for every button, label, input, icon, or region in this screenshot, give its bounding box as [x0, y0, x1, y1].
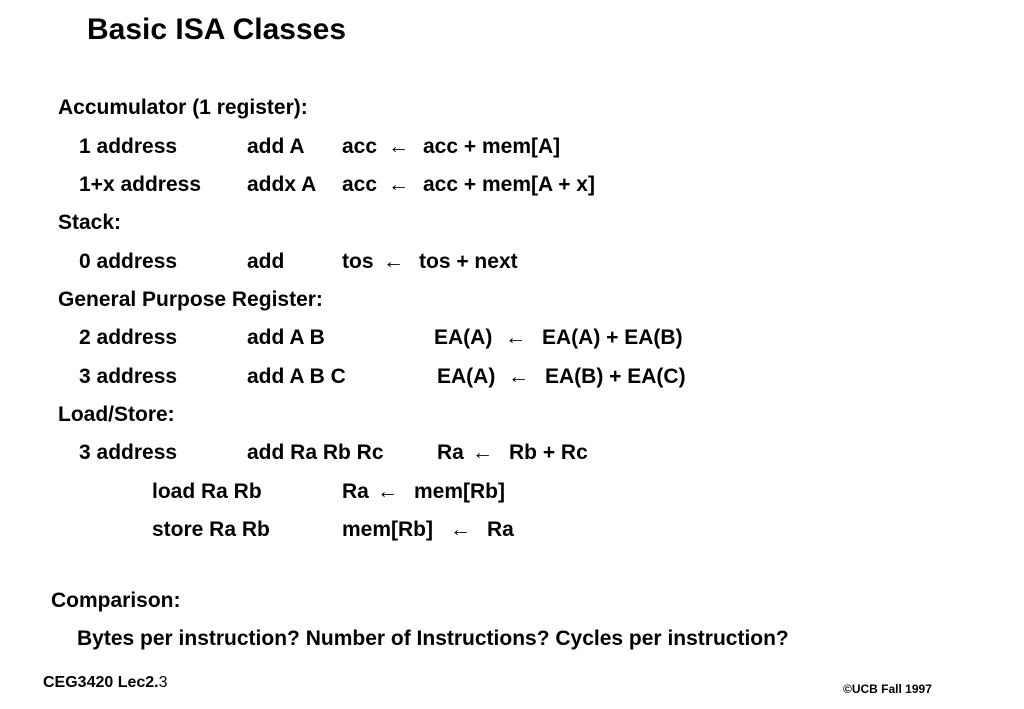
- left-arrow-icon: ←: [388, 173, 409, 196]
- left-arrow-icon: ←: [450, 518, 471, 541]
- row-rhs: EA(B) + EA(C): [545, 365, 686, 388]
- row-instruction: add A B C: [247, 365, 346, 388]
- row-lhs: Ra: [437, 441, 464, 464]
- row-kind: 3 address: [79, 441, 178, 464]
- section-heading-stack: Stack:: [58, 211, 122, 234]
- row-rhs: tos + next: [419, 250, 518, 273]
- section-heading-accumulator: Accumulator (1 register):: [58, 96, 308, 119]
- row-instruction: addx A: [247, 173, 317, 196]
- left-arrow-icon: ←: [508, 365, 529, 388]
- row-instruction: add A B: [247, 326, 325, 349]
- row-lhs: EA(A): [437, 365, 496, 388]
- row-kind: 1+x address: [79, 173, 202, 196]
- row-rhs: Rb + Rc: [509, 441, 588, 464]
- row-lhs: mem[Rb]: [342, 518, 434, 541]
- row-kind: 1 address: [79, 135, 178, 158]
- section-heading-gpr: General Purpose Register:: [58, 288, 323, 311]
- left-arrow-icon: ←: [377, 480, 398, 503]
- left-arrow-icon: ←: [388, 135, 409, 158]
- footer-course: [43, 675, 168, 691]
- row-lhs: acc: [342, 173, 378, 196]
- course-label: CEG3420 Lec2.: [43, 674, 159, 691]
- row-rhs: acc + mem[A + x]: [423, 173, 595, 196]
- row-instruction: add A: [247, 135, 305, 158]
- row-lhs: tos: [342, 250, 374, 273]
- row-lhs: acc: [342, 135, 378, 158]
- row-instruction: add Ra Rb Rc: [247, 441, 384, 464]
- left-arrow-icon: ←: [505, 326, 526, 349]
- row-lhs: Ra: [342, 480, 369, 503]
- left-arrow-icon: ←: [383, 250, 404, 273]
- slide-title: Basic ISA Classes: [87, 13, 347, 46]
- row-rhs: acc + mem[A]: [423, 135, 561, 158]
- section-heading-loadstore: Load/Store:: [58, 403, 175, 426]
- row-kind: 0 address: [79, 250, 178, 273]
- slide-number: 3: [158, 674, 168, 691]
- row-instruction: load Ra Rb: [152, 480, 262, 503]
- row-rhs: mem[Rb]: [414, 480, 506, 503]
- row-rhs: EA(A) + EA(B): [542, 326, 683, 349]
- row-lhs: EA(A): [434, 326, 493, 349]
- row-instruction: store Ra Rb: [152, 518, 270, 541]
- section-heading-comparison: Comparison:: [51, 589, 181, 612]
- footer-copyright: ©UCB Fall 1997: [843, 682, 932, 696]
- comparison-questions: Bytes per instruction? Number of Instructions? Cycles per instruction?: [77, 627, 789, 650]
- row-kind: 3 address: [79, 365, 178, 388]
- row-kind: 2 address: [79, 326, 178, 349]
- row-instruction: add: [247, 250, 285, 273]
- left-arrow-icon: ←: [472, 441, 493, 464]
- row-rhs: Ra: [487, 518, 514, 541]
